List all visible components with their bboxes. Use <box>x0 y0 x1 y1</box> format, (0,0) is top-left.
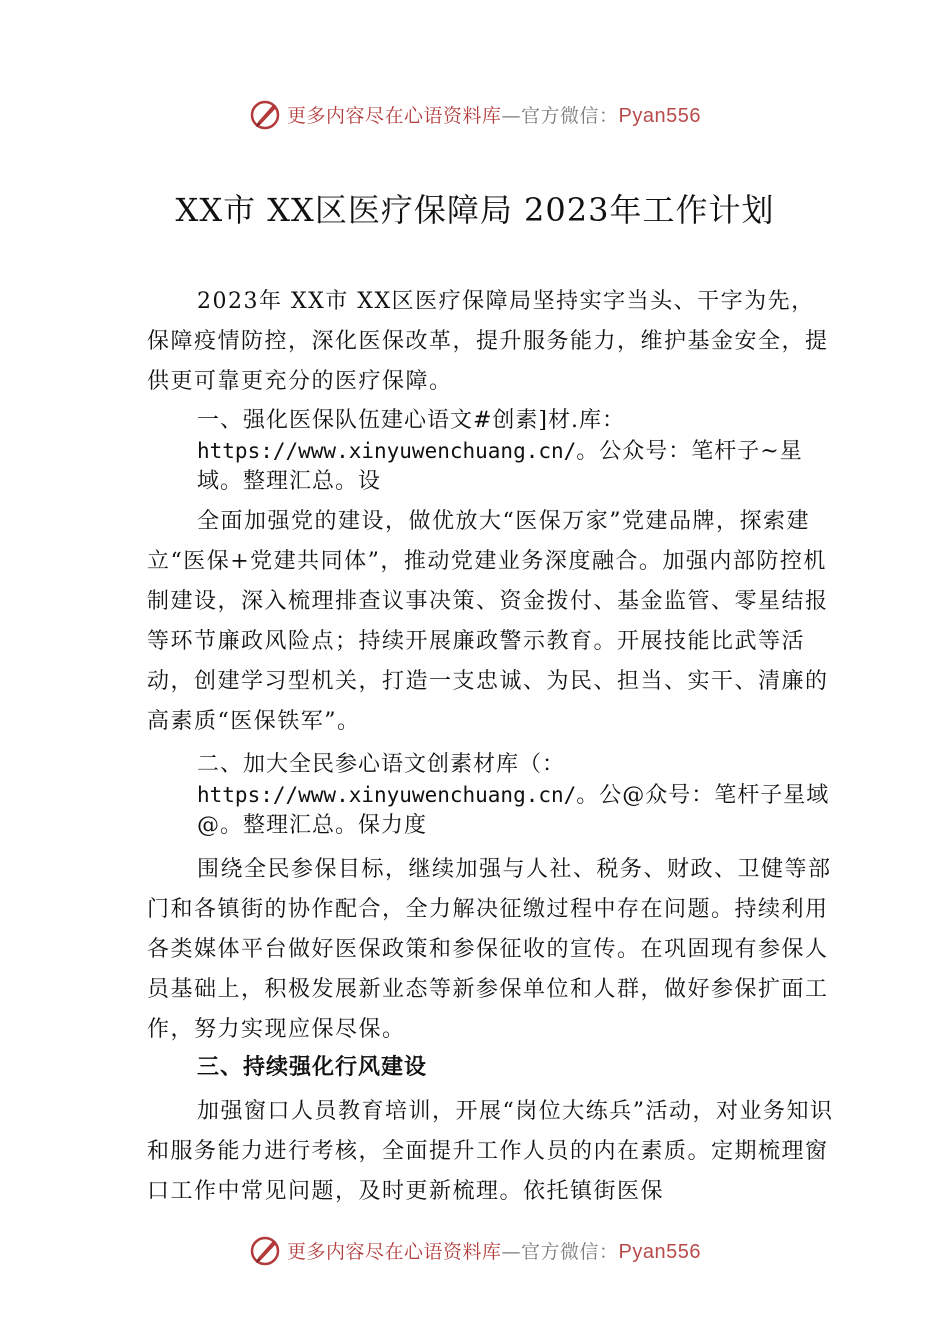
section-3-heading <box>147 1048 837 1088</box>
section-1-heading-text: 一、强化医保队伍建心语文#创素]材.库： <box>197 408 626 433</box>
brush-logo-icon <box>249 97 283 131</box>
section-2-heading-text: 二、加大全民参心语文创素材库（： <box>197 752 566 777</box>
banner-wechat-id: Pyan556 <box>618 1240 701 1263</box>
banner-wechat-label: —官方微信： <box>501 1240 619 1263</box>
section-1-paragraph: 全面加强党的建设，做优放大“医保万家”党建品牌，探索建立“医保+党建共同体”，推动党建业务深度融合。加强内部防控机制建设，深入梳理排查议事决策、资金拨付、基金监管、零星结报等环节廉政风险点；持续开展廉政警示教育。开展技能比武等活动，创建学习型机关，打造一支忠诚、为民、担当、实干、清廉的高素质“医保铁军”。 <box>147 509 829 734</box>
section-1-body <box>147 502 837 742</box>
section-1-heading-tail: 。公众号：笔杆子~星域。整理汇总。设 <box>197 439 803 494</box>
document-title: XX市 XX区医疗保障局 2023年工作计划 <box>175 191 775 229</box>
section-1-heading-url: https://www.xinyuwenchuang.cn/ <box>197 439 577 463</box>
section-1-heading <box>147 406 837 497</box>
banner-site-text: 更多内容尽在心语资料库 <box>287 104 502 127</box>
brush-logo-icon <box>249 1233 283 1267</box>
banner-wechat-label: —官方微信： <box>501 104 619 127</box>
banner-site-text: 更多内容尽在心语资料库 <box>287 1240 502 1263</box>
section-2-heading-url: https://www.xinyuwenchuang.cn/ <box>197 783 577 807</box>
section-3-paragraph: 加强窗口人员教育培训，开展“岗位大练兵”活动，对业务知识和服务能力进行考核，全面提升工作人员的内在素质。定期梳理窗口工作中常见问题，及时更新梳理。依托镇街医保 <box>147 1099 834 1204</box>
banner-wechat-id: Pyan556 <box>618 104 701 127</box>
section-2-heading-tail: 。公@众号：笔杆子星域@。整理汇总。保力度 <box>197 783 830 838</box>
header-watermark-banner <box>0 92 950 136</box>
section-2-heading <box>147 750 837 841</box>
footer-watermark-banner <box>0 1228 950 1272</box>
section-3-body <box>147 1092 837 1212</box>
document-body <box>147 282 837 402</box>
section-2-body <box>147 850 837 1050</box>
intro-paragraph: 2023年 XX市 XX区医疗保障局坚持实字当头、干字为先，保障疫情防控，深化医保改革，提升服务能力，维护基金安全，提供更可靠更充分的医疗保障。 <box>147 289 829 394</box>
section-2-paragraph: 围绕全民参保目标，继续加强与人社、税务、财政、卫健等部门和各镇街的协作配合，全力解决征缴过程中存在问题。持续利用各类媒体平台做好医保政策和参保征收的宣传。在巩固现有参保人员基础上，积极发展新业态等新参保单位和人群，做好参保扩面工作，努力实现应保尽保。 <box>147 857 832 1042</box>
section-3-heading-text: 三、持续强化行风建设 <box>197 1055 428 1080</box>
